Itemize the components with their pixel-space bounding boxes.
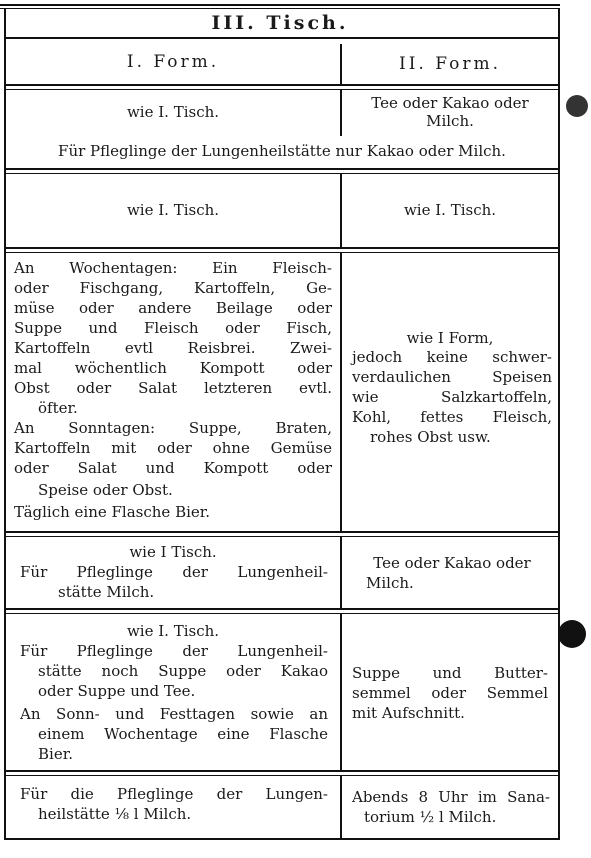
row3-form1-line: Speise oder Obst.: [38, 481, 173, 499]
right-border: [558, 8, 560, 840]
row5-bottom-rule: [4, 770, 560, 772]
row3-form1-line: An Wochentagen: Ein Fleisch-: [14, 259, 332, 277]
row3-form1-line: oder Salat und Kompott oder: [14, 459, 332, 477]
row5-form1-line: einem Wochentage eine Flasche: [38, 725, 328, 743]
row3-form1-line: Kartoffeln mit oder ohne Gemüse: [14, 439, 332, 457]
row3-form2-line: wie Salzkartoffeln,: [352, 388, 552, 406]
row5-form1-line: An Sonn- und Festtagen sowie an: [20, 705, 328, 723]
row4-form1-line: Für Pfleglinge der Lungenheil-: [20, 563, 328, 581]
row4-bottom-rule: [4, 608, 560, 610]
form2-header: II. Form.: [399, 54, 501, 74]
row5-form1-line: stätte noch Suppe oder Kakao: [38, 662, 328, 680]
row3-form1-line: öfter.: [38, 399, 78, 417]
row1-bottom-rule: [4, 168, 560, 170]
row5-form2-line: Suppe und Butter-: [352, 664, 548, 682]
punch-hole-mark: [558, 620, 586, 648]
column-divider: [340, 253, 342, 531]
row3-form1-line: Obst oder Salat letzteren evtl.: [14, 379, 332, 397]
row3-form1-line: Täglich eine Flasche Bier.: [14, 503, 211, 521]
row1-note: Für Pfleglinge der Lungenheilstätte nur Kakao oder Milch.: [58, 142, 506, 160]
page-title: III. Tisch.: [211, 12, 349, 34]
row2-form2: wie I. Tisch.: [403, 201, 497, 219]
form1-header: I. Form.: [126, 52, 220, 72]
row5-form1-line: Für Pfleglinge der Lungenheil-: [20, 642, 328, 660]
row2-form1: wie I. Tisch.: [126, 201, 220, 219]
row1-form1: wie I. Tisch.: [126, 103, 220, 121]
row5-form1-line: wie I. Tisch.: [126, 622, 220, 640]
row3-form1-line: An Sonntagen: Suppe, Braten,: [14, 419, 332, 437]
punch-hole-mark: [566, 95, 588, 117]
row4-form1-line: wie I Tisch.: [129, 543, 217, 561]
row3-form2-line: Kohl, fettes Fleisch,: [352, 408, 552, 426]
row3-form1-line: Suppe und Fleisch oder Fisch,: [14, 319, 332, 337]
row5-form1-line: oder Suppe und Tee.: [38, 682, 196, 700]
row1-form2-line1: Tee oder Kakao oder: [371, 94, 529, 112]
row3-form2-line: jedoch keine schwer-: [352, 348, 552, 366]
top-rule-2: [0, 8, 560, 9]
row4-form2-line: Milch.: [366, 574, 414, 592]
row6-form2-line: Abends 8 Uhr im Sana-: [352, 788, 550, 806]
row6-top-rule: [4, 775, 560, 776]
row5-top-rule: [4, 613, 560, 614]
row2-bottom-rule: [4, 247, 560, 249]
column-divider: [340, 614, 342, 770]
header-rule: [4, 37, 560, 39]
left-border: [4, 8, 6, 840]
row3-top-rule: [4, 252, 560, 253]
row3-form2-line: wie I Form,: [406, 329, 494, 347]
row3-form2-line: verdaulichen Speisen: [352, 368, 552, 386]
row3-form1-line: oder Fischgang, Kartoffeln, Ge-: [14, 279, 332, 297]
row2-top-rule: [4, 173, 560, 174]
top-rule: [0, 4, 560, 6]
row4-form2-line: Tee oder Kakao oder: [373, 554, 531, 572]
row1-rule: [4, 89, 560, 90]
row1-form2-line2: Milch.: [426, 112, 474, 130]
column-divider: [340, 776, 342, 838]
row5-form1-line: Bier.: [38, 745, 73, 763]
row3-form1-line: müse oder andere Beilage oder: [14, 299, 332, 317]
row4-form1-line: stätte Milch.: [58, 583, 155, 601]
row6-form2-line: torium ½ l Milch.: [364, 808, 497, 826]
form-header-rule: [4, 84, 560, 86]
row5-form2-line: mit Aufschnitt.: [352, 704, 465, 722]
row3-bottom-rule: [4, 531, 560, 533]
row3-form1-line: Kartoffeln evtl Reisbrei. Zwei-: [14, 339, 332, 357]
row3-form1-line: mal wöchentlich Kompott oder: [14, 359, 332, 377]
column-divider: [340, 537, 342, 608]
row6-form1-line: heilstätte ⅛ l Milch.: [38, 805, 192, 823]
row6-form1-line: Für die Pfleglinge der Lungen-: [20, 785, 328, 803]
row5-form2-line: semmel oder Semmel: [352, 684, 548, 702]
bottom-rule: [4, 838, 560, 840]
row4-top-rule: [4, 536, 560, 537]
row3-form2-line: rohes Obst usw.: [370, 428, 491, 446]
